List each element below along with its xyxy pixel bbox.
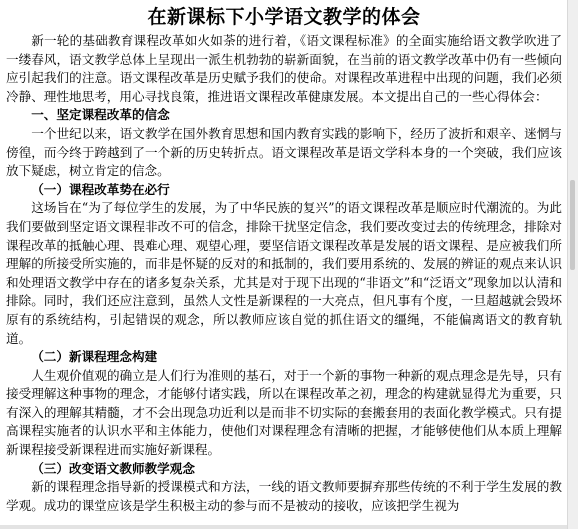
subsection-heading-2: （二）新课程理念构建: [31, 349, 158, 365]
subsection-heading-3: （三）改变语文教师教学观念: [31, 460, 195, 476]
subsection-3-paragraph: 新的课程理念指导新的授课模式和方法，一线的语文教师要摒弃那些传统的不利于学生发展的教学观。成功的课堂应该是学生积极主动的参与而不是被动的接收，应该把学生视为: [6, 479, 562, 513]
subsection-2-paragraph: 人生观价值观的确立是人们行为准则的基石，对于一个新的事物一种新的观点理念是先导，只有接受理解这种事物的理念，才能够付诸实践，所以在课程改革之初，理念的构建就显得尤为重要，只有深入的理解其精髓，才不会出现急功近利以是而非不切实际的套搬套用的表面化教学模式。只有提高课程实施者的认识水平和主体能力，使他们对课程理念有清晰的把握，才能够使他们从本质上理解新课程接受新课程进而实施好新课程。: [6, 367, 562, 458]
document-body: [6, 32, 562, 515]
subsection-heading-1: （一）课程改革势在必行: [31, 181, 170, 197]
intro-lead: 本文提出自己的一些心得体会：: [371, 88, 548, 104]
intro-paragraph: [6, 32, 562, 106]
scrollbar-thumb[interactable]: [570, 180, 575, 270]
section-heading-1: 一、坚定课程改革的信念: [31, 107, 170, 123]
intro-text: 新一轮的基础教育课程改革如火如荼的进行着，《语文课程标准》的全面实施给语文教学吹进了一缕春风，语文教学总体上呈现出一派生机勃勃的崭新面貌，在当前的语文教学改革中仍有一些倾向应引起我们的注意。语文课程改革是历史赋予我们的使命。对课程改革进程中出现的问题，我们必须冷静、理性地思考，用心寻找良策，推进语文课程改革健康发展。: [6, 33, 562, 104]
subsection-1-paragraph: 这场旨在“为了每位学生的发展，为了中华民族的复兴”的语文课程改革是顺应时代潮流的。为此我们要做到坚定语文课程非改不可的信念，排除干扰坚定信念，我们要改变过去的传统理念，排除对课程改革的抵触心理、畏难心理、观望心理，要坚信语文课程改革是发展的语文课程、是应被我们所理解的所接受所实施的，而非是怀疑的反对的和抵制的，我们要用系统的、发展的辨证的观点来认识和处理语文教学中存在的诸多复杂关系，尤其是对于现下出现的“非语文”和“泛语文”现象加以认清和排除。同时，我们还应注意到，虽然人文性是新课程的一大亮点，但凡事有个度，一旦超越就会毁坏原有的系统结构，引起错误的观念，所以教师应该自觉的抓住语文的缰绳，不能偏离语文的教育轨道。: [6, 200, 562, 346]
bottom-edge: [0, 525, 568, 529]
vertical-scrollbar[interactable]: [567, 0, 578, 529]
page-title: 在新课标下小学语文教学的体会: [147, 6, 421, 28]
section-1-paragraph: 一个世纪以来，语文教学在国外教育思想和国内教育实践的影响下，经历了波折和艰辛、迷惘与傍徨，而今终于跨越到了一个新的历史转折点。语文课程改革是语文学科本身的一个突破，我们应该放下疑虑，树立肯定的信念。: [6, 125, 562, 179]
